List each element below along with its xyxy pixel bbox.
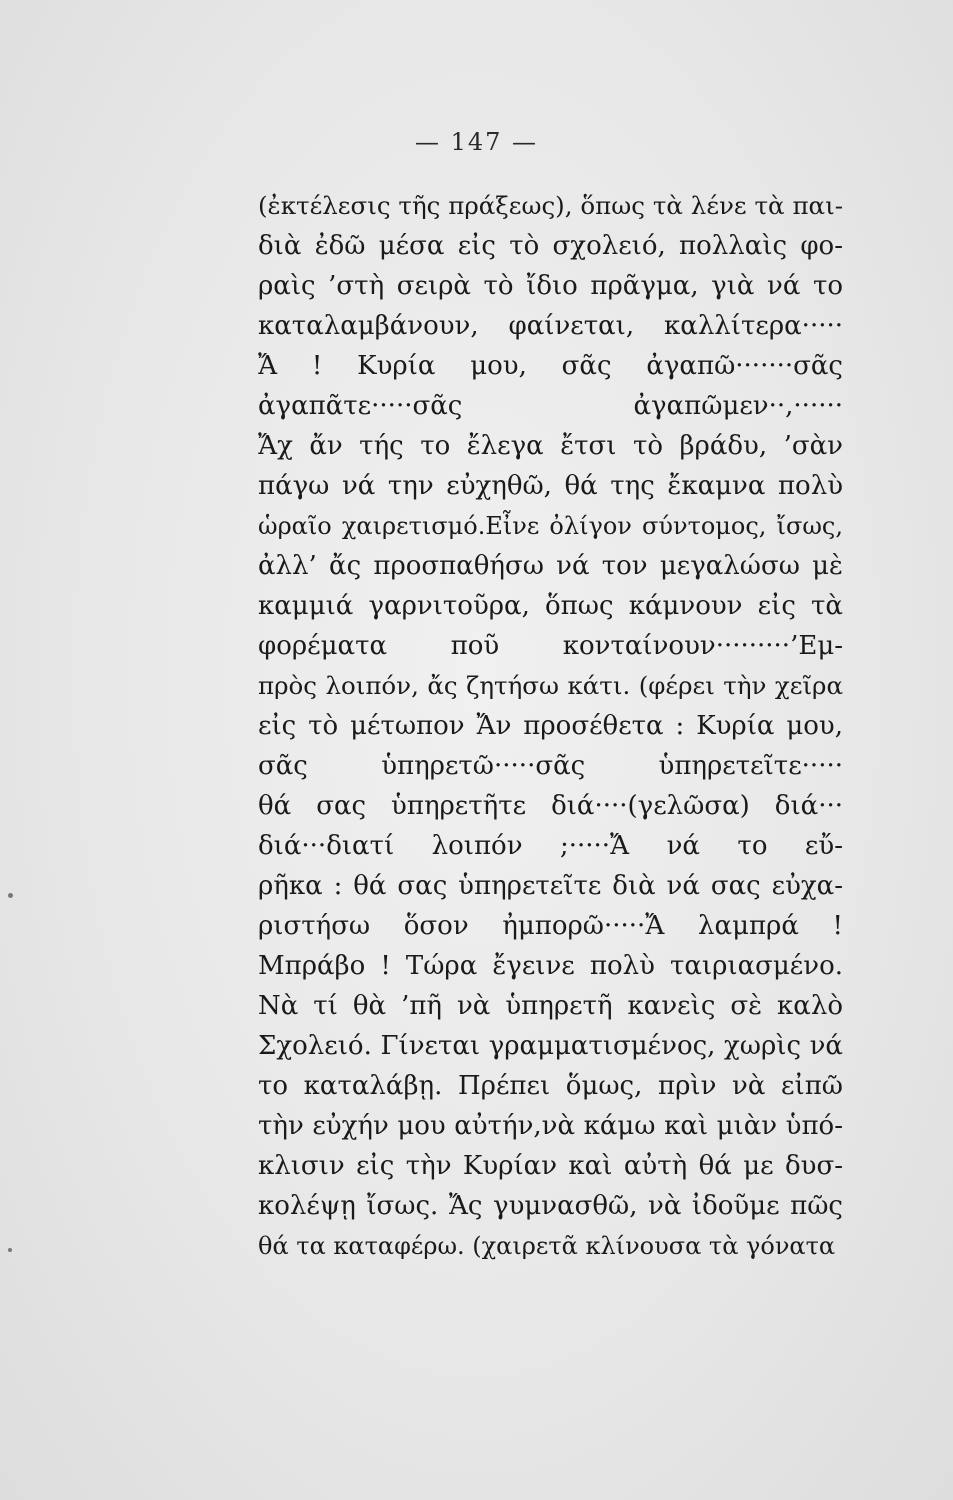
text-line: θά σας ὑπηρετῆτε διά····(γελῶσα) διά··· xyxy=(258,791,843,821)
text-line: Μπράβο ! Τώρα ἔγεινε πολὺ ταιριασμένο. xyxy=(258,951,843,981)
text-line: καταλαμβάνουν, φαίνεται, καλλίτερα····· xyxy=(258,311,843,341)
text-line: ἀγαπᾶτε·····σᾶς ἀγαπῶμεν··,······ xyxy=(258,391,843,421)
text-line: κλισιν εἰς τὴν Κυρίαν καὶ αὐτὴ θά με δυσ- xyxy=(258,1151,843,1181)
text-line: πάγω νά την εὐχηθῶ, θά της ἔκαμνα πολὺ xyxy=(258,471,843,501)
text-line: ὡραῖο χαιρετισμό.Εἶνε ὀλίγον σύντομος, ἴσως, xyxy=(258,512,843,540)
paper-speck xyxy=(8,1248,12,1252)
text-line: τὴν εὐχήν μου αὐτήν,νὰ κάμω καὶ μιὰν ὑπό- xyxy=(258,1111,843,1141)
text-line: ραὶς ’στὴ σειρὰ τὸ ἴδιο πρᾶγμα, γιὰ νά το xyxy=(258,271,843,301)
text-line: θά τα καταφέρω. (χαιρετᾶ κλίνουσα τὰ γόνατα xyxy=(258,1232,836,1260)
text-line: ἀλλ’ ἄς προσπαθήσω νά τον μεγαλώσω μὲ xyxy=(258,551,843,581)
text-line: ριστήσω ὅσον ἠμπορῶ·····Ἄ λαμπρά ! xyxy=(258,911,843,941)
text-line: ρῆκα : θά σας ὑπηρετεῖτε διὰ νά σας εὐχα- xyxy=(258,871,843,901)
text-line: κολέψῃ ἴσως. Ἄς γυμνασθῶ, νὰ ἰδοῦμε πῶς xyxy=(258,1191,843,1221)
page-number: — 147 — xyxy=(414,128,539,156)
text-line: Ἄχ ἄν τής το ἔλεγα ἔτσι τὸ βράδυ, ’σὰν xyxy=(258,431,843,461)
text-line: φορέματα ποῦ κονταίνουν·········’Εμ- xyxy=(258,631,843,661)
text-line: διά···διατί λοιπόν ;·····Ἄ νά το εὔ- xyxy=(258,831,843,861)
text-line: σᾶς ὑπηρετῶ·····σᾶς ὑπηρετεῖτε····· xyxy=(258,751,843,781)
text-line: καμμιά γαρνιτοῦρα, ὅπως κάμνουν εἰς τὰ xyxy=(258,591,843,621)
text-line: πρὸς λοιπόν, ἄς ζητήσω κάτι. (φέρει τὴν χεῖρα xyxy=(258,671,843,700)
text-line: διὰ ἐδῶ μέσα εἰς τὸ σχολειό, πολλαὶς φο- xyxy=(258,231,843,261)
text-line: Νὰ τί θὰ ’πῆ νὰ ὑπηρετῆ κανεὶς σὲ καλὸ xyxy=(258,991,843,1021)
text-line: εἰς τὸ μέτωπον Ἄν προσέθετα : Κυρία μου, xyxy=(258,711,843,741)
text-line: Σχολειό. Γίνεται γραμματισμένος, χωρὶς νά xyxy=(258,1031,843,1061)
text-line: (ἐκτέλεσις τῆς πράξεως), ὅπως τὰ λένε τὰ παι- xyxy=(258,191,843,220)
paper-speck xyxy=(8,893,13,898)
text-line: το καταλάβῃ. Πρέπει ὅμως, πρὶν νὰ εἰπῶ xyxy=(258,1071,843,1101)
body-text xyxy=(258,186,843,1266)
text-line: Ἄ ! Κυρία μου, σᾶς ἀγαπῶ·······σᾶς xyxy=(258,351,843,381)
